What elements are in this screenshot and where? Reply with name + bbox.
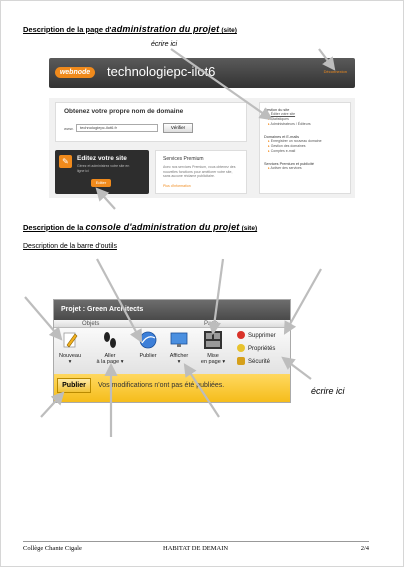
security-label: Sécurité [248, 359, 271, 365]
section2-heading [23, 222, 257, 232]
properties-tool[interactable] [237, 344, 276, 357]
security-tool[interactable] [237, 357, 276, 370]
footer-title: HABITAT DE DEMAIN [163, 545, 229, 552]
side-group-title: Gestion du site [264, 108, 290, 112]
footer-school: Collège Chante Cigale [23, 545, 82, 552]
monitor-icon [169, 330, 189, 350]
section1-heading [23, 24, 237, 34]
edit-site-title: Editez votre site [77, 155, 127, 162]
domain-input[interactable]: technologiepc-ilot6.fr [76, 124, 158, 132]
heading-suffix: (site) [241, 225, 258, 232]
logout-link[interactable]: Déconnexion [323, 69, 347, 74]
goto-page-tool-button[interactable] [92, 330, 128, 365]
delete-label: Supprimer [248, 333, 276, 339]
new-tool-button[interactable] [56, 330, 84, 365]
side-item-activate[interactable]: ▸ Activer des services [264, 166, 346, 171]
side-group-title: Domaines et E-mails [264, 135, 300, 139]
admin-page-screenshot [49, 98, 355, 198]
toolbar-body [54, 328, 290, 374]
tool-label-2: en page ▾ [200, 359, 226, 365]
tool-label: Nouveau [58, 353, 82, 359]
domain-title: Obtenez votre propre nom de domaine [64, 108, 184, 115]
side-item-email[interactable]: ▸ Comptes e-mail [264, 149, 346, 154]
premium-title: Services Premium [163, 156, 204, 162]
display-tool-button[interactable] [165, 330, 193, 365]
layout-tool-button[interactable] [197, 330, 229, 365]
side-item-admins[interactable]: ▸ Administrateurs / Éditeurs [264, 122, 346, 127]
delete-tool[interactable] [237, 331, 276, 344]
tool-label: Publier [139, 353, 157, 359]
write-here-note-1: écrire ici [151, 41, 178, 48]
group-label-objets: Objets [82, 321, 100, 327]
delete-icon [237, 331, 245, 339]
layout-grid-icon [203, 330, 223, 350]
tool-label-2: ▾ [177, 359, 181, 365]
globe-icon [138, 330, 158, 350]
properties-icon [237, 344, 245, 352]
heading-suffix: (site) [221, 27, 237, 34]
tool-label: Aller [104, 353, 116, 359]
edit-button[interactable]: Editer [91, 179, 111, 187]
publish-status-bar [54, 374, 290, 402]
properties-label: Propriétés [248, 346, 276, 352]
heading-prefix: Description de la [23, 223, 84, 232]
write-here-note-2: écrire ici [311, 386, 345, 396]
lock-icon [237, 357, 245, 365]
tool-label-2: à la page ▾ [96, 359, 124, 365]
toolbar-subheading: Description de la barre d'outils [23, 243, 117, 250]
pencil-icon [60, 330, 80, 350]
domain-box [55, 102, 247, 142]
side-group-title: Services Premium et publicité [264, 162, 315, 166]
edit-site-box [55, 150, 149, 194]
site-name: technologiepc-ilot6 [107, 64, 216, 79]
edit-icon: ✎ [59, 155, 72, 168]
tool-label: Mise [207, 353, 219, 359]
check-domain-button[interactable]: Vérifier [163, 123, 193, 133]
heading-emphasis: console d'administration du projet [85, 222, 240, 232]
publish-button[interactable]: Publier [57, 378, 91, 393]
side-item-stats[interactable]: ▸ Statistiques [264, 117, 346, 122]
heading-emphasis: administration du projet [111, 24, 220, 34]
toolbar-group-labels [54, 320, 290, 328]
side-item-manage-domains[interactable]: ▸ Gestion des domaines [264, 144, 346, 149]
page-footer [23, 541, 369, 553]
publish-tool-button[interactable] [134, 330, 162, 359]
side-item-edit-site[interactable]: ▸ Éditer votre site [264, 112, 346, 117]
unpublished-message: Vos modifications n'ont pas été publiées. [98, 382, 225, 389]
webnode-logo: webnode [55, 67, 95, 78]
edit-site-description: Gérez et administrez votre site en ligne ici [77, 164, 130, 173]
heading-prefix: Description de la page d' [23, 25, 112, 34]
domain-prefix: www. [64, 126, 74, 131]
premium-box [155, 150, 247, 194]
premium-description: Avec nos services Premium, vous obtenez des nouvelles fonctions pour améliorer votre site, sans aucune réclame publicitaire. [163, 165, 236, 178]
small-tools [237, 331, 276, 370]
toolbar-screenshot [53, 299, 291, 403]
project-title: Projet : Green Architects [54, 300, 290, 320]
side-panel [259, 102, 351, 194]
group-label-page: Page [204, 321, 219, 327]
footprints-icon [100, 330, 120, 350]
side-item-new-domain[interactable]: ▸ Enregistrer un nouveau domaine [264, 139, 346, 144]
premium-link[interactable]: Plus d'information [163, 184, 191, 188]
tool-label: Afficher [169, 353, 189, 359]
footer-page-number: 2/4 [360, 545, 369, 552]
site-banner [49, 58, 355, 88]
tool-label-2: ▾ [68, 359, 72, 365]
